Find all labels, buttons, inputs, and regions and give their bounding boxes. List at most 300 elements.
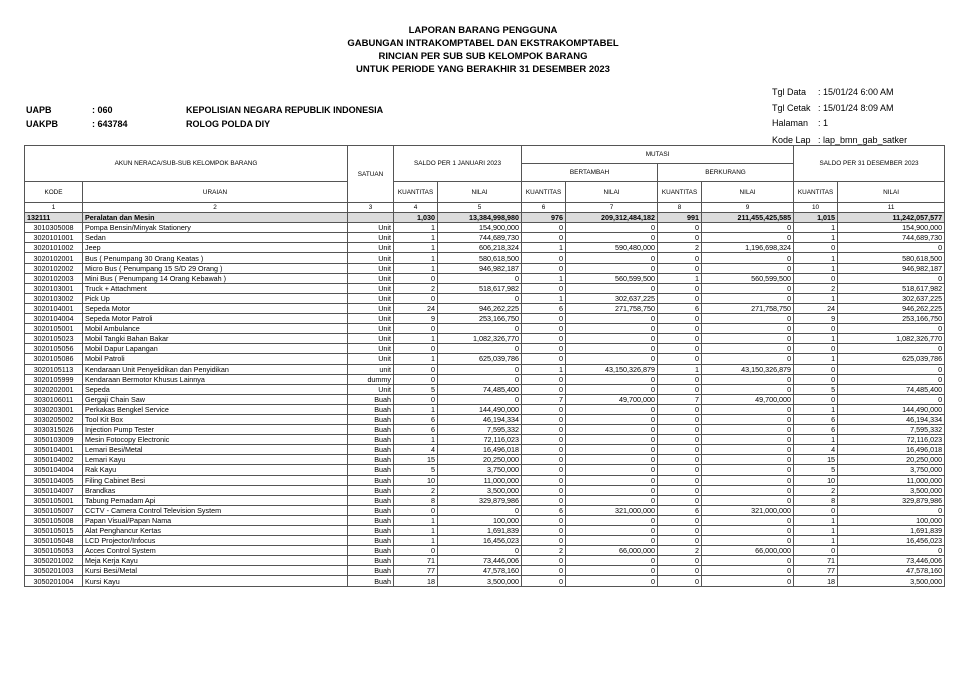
row-kuantitas-berkurang: 0 <box>658 485 702 495</box>
row-kode: 3050104005 <box>25 475 83 485</box>
column-number: 1 <box>25 203 83 213</box>
row-nilai-awal: 0 <box>438 293 522 303</box>
column-number: 2 <box>83 203 348 213</box>
row-kode: 3050104001 <box>25 445 83 455</box>
row-kuantitas-awal: 0 <box>394 324 438 334</box>
table-row <box>25 344 945 354</box>
row-kuantitas-akhir: 4 <box>794 445 838 455</box>
row-uraian: Gergaji Chain Saw <box>83 394 348 404</box>
row-satuan: Unit <box>348 303 394 313</box>
row-kuantitas-bertambah: 0 <box>522 344 566 354</box>
row-uraian: Mobil Dapur Lapangan <box>83 344 348 354</box>
row-nilai-awal: 329,879,986 <box>438 495 522 505</box>
row-kuantitas-berkurang: 0 <box>658 374 702 384</box>
row-satuan: Buah <box>348 425 394 435</box>
row-nilai-awal: 11,000,000 <box>438 475 522 485</box>
halaman-value: : 1 <box>818 118 829 128</box>
row-uraian: Injection Pump Tester <box>83 425 348 435</box>
row-kuantitas-bertambah: 0 <box>522 556 566 566</box>
row-nilai-akhir: 3,500,000 <box>838 576 945 586</box>
uakpb-name: ROLOG POLDA DIY <box>186 119 271 129</box>
row-kuantitas-akhir: 6 <box>794 414 838 424</box>
row-kuantitas-bertambah: 0 <box>522 374 566 384</box>
table-row <box>25 273 945 283</box>
row-kuantitas-berkurang: 0 <box>658 384 702 394</box>
kode-lap-value: : lap_bmn_gab_satker <box>818 135 908 145</box>
row-kuantitas-awal: 0 <box>394 273 438 283</box>
row-nilai-awal: 74,485,400 <box>438 384 522 394</box>
row-nilai-berkurang: 0 <box>702 384 794 394</box>
row-satuan: Unit <box>348 253 394 263</box>
group-kuantitas-akhir: 1,015 <box>794 213 838 223</box>
row-kuantitas-berkurang: 0 <box>658 253 702 263</box>
row-nilai-akhir: 625,039,786 <box>838 354 945 364</box>
row-kuantitas-bertambah: 0 <box>522 404 566 414</box>
row-kode: 3020105086 <box>25 354 83 364</box>
row-kuantitas-awal: 0 <box>394 546 438 556</box>
row-satuan: Buah <box>348 576 394 586</box>
row-uraian: Jeep <box>83 243 348 253</box>
row-kode: 3050104002 <box>25 455 83 465</box>
row-nilai-bertambah: 0 <box>566 344 658 354</box>
row-kuantitas-bertambah: 1 <box>522 243 566 253</box>
row-kuantitas-berkurang: 0 <box>658 475 702 485</box>
row-kuantitas-akhir: 24 <box>794 303 838 313</box>
header-kuantitas-akhir: KUANTITAS <box>794 182 838 203</box>
row-uraian: Papan Visual/Papan Nama <box>83 515 348 525</box>
table-row <box>25 505 945 515</box>
row-uraian: Truck + Attachment <box>83 283 348 293</box>
uapb-label: UAPB <box>26 105 52 115</box>
row-satuan: Buah <box>348 566 394 576</box>
row-nilai-bertambah: 0 <box>566 223 658 233</box>
row-nilai-awal: 253,166,750 <box>438 314 522 324</box>
row-kuantitas-akhir: 10 <box>794 475 838 485</box>
row-kuantitas-bertambah: 1 <box>522 293 566 303</box>
row-satuan: Unit <box>348 283 394 293</box>
row-kuantitas-akhir: 77 <box>794 566 838 576</box>
row-kuantitas-berkurang: 0 <box>658 334 702 344</box>
row-kuantitas-berkurang: 0 <box>658 526 702 536</box>
header-saldo-akhir: SALDO PER 31 DESEMBER 2023 <box>794 146 945 182</box>
row-kuantitas-akhir: 5 <box>794 384 838 394</box>
row-satuan: Buah <box>348 505 394 515</box>
row-nilai-berkurang: 0 <box>702 566 794 576</box>
row-kuantitas-berkurang: 0 <box>658 263 702 273</box>
row-kode: 3020105056 <box>25 344 83 354</box>
row-nilai-bertambah: 0 <box>566 556 658 566</box>
row-nilai-bertambah: 0 <box>566 374 658 384</box>
report-subtitle-2: RINCIAN PER SUB SUB KELOMPOK BARANG <box>378 51 588 62</box>
row-nilai-berkurang: 0 <box>702 233 794 243</box>
row-kode: 3020103001 <box>25 283 83 293</box>
row-kode: 3020101001 <box>25 233 83 243</box>
row-kuantitas-bertambah: 0 <box>522 414 566 424</box>
row-kode: 3020105999 <box>25 374 83 384</box>
row-kuantitas-bertambah: 6 <box>522 505 566 515</box>
row-kode: 3020102001 <box>25 253 83 263</box>
row-satuan: Buah <box>348 475 394 485</box>
table-row <box>25 465 945 475</box>
row-uraian: Micro Bus ( Penumpang 15 S/D 29 Orang ) <box>83 263 348 273</box>
header-kode: KODE <box>25 182 83 203</box>
table-row <box>25 404 945 414</box>
row-kuantitas-awal: 0 <box>394 505 438 515</box>
row-nilai-berkurang: 0 <box>702 435 794 445</box>
table-row <box>25 303 945 313</box>
row-kuantitas-awal: 2 <box>394 485 438 495</box>
table-row <box>25 425 945 435</box>
row-nilai-akhir: 0 <box>838 243 945 253</box>
row-nilai-akhir: 0 <box>838 324 945 334</box>
row-kuantitas-berkurang: 0 <box>658 465 702 475</box>
row-nilai-akhir: 7,595,332 <box>838 425 945 435</box>
row-kuantitas-berkurang: 0 <box>658 435 702 445</box>
row-kuantitas-awal: 1 <box>394 253 438 263</box>
row-uraian: Kursi Kayu <box>83 576 348 586</box>
table-row <box>25 475 945 485</box>
row-kuantitas-awal: 0 <box>394 394 438 404</box>
row-kuantitas-awal: 24 <box>394 303 438 313</box>
row-kuantitas-berkurang: 2 <box>658 546 702 556</box>
table-row <box>25 384 945 394</box>
row-kuantitas-berkurang: 0 <box>658 233 702 243</box>
row-kuantitas-akhir: 1 <box>794 293 838 303</box>
row-nilai-akhir: 329,879,986 <box>838 495 945 505</box>
row-kuantitas-berkurang: 2 <box>658 243 702 253</box>
row-kode: 3030203001 <box>25 404 83 414</box>
row-kuantitas-berkurang: 0 <box>658 445 702 455</box>
row-nilai-awal: 100,000 <box>438 515 522 525</box>
row-nilai-bertambah: 0 <box>566 263 658 273</box>
row-nilai-awal: 73,446,006 <box>438 556 522 566</box>
row-nilai-awal: 47,578,160 <box>438 566 522 576</box>
row-nilai-berkurang: 0 <box>702 324 794 334</box>
row-uraian: Sepeda Motor <box>83 303 348 313</box>
row-nilai-berkurang: 0 <box>702 536 794 546</box>
table-row <box>25 263 945 273</box>
row-nilai-akhir: 946,982,187 <box>838 263 945 273</box>
row-nilai-akhir: 154,900,000 <box>838 223 945 233</box>
row-kuantitas-awal: 1 <box>394 404 438 414</box>
row-kuantitas-akhir: 1 <box>794 223 838 233</box>
row-uraian: Kursi Besi/Metal <box>83 566 348 576</box>
row-nilai-awal: 3,500,000 <box>438 485 522 495</box>
row-kode: 3020102002 <box>25 263 83 273</box>
table-row <box>25 293 945 303</box>
row-nilai-berkurang: 0 <box>702 374 794 384</box>
row-nilai-berkurang: 0 <box>702 314 794 324</box>
row-kode: 3050105001 <box>25 495 83 505</box>
tgl-cetak-value: : 15/01/24 8:09 AM <box>818 103 894 113</box>
row-nilai-bertambah: 0 <box>566 253 658 263</box>
table-row <box>25 566 945 576</box>
row-kuantitas-awal: 1 <box>394 223 438 233</box>
row-nilai-bertambah: 0 <box>566 334 658 344</box>
row-kuantitas-berkurang: 0 <box>658 223 702 233</box>
row-kuantitas-awal: 1 <box>394 536 438 546</box>
row-kuantitas-akhir: 0 <box>794 374 838 384</box>
column-number: 5 <box>438 203 522 213</box>
row-satuan: Buah <box>348 495 394 505</box>
table-row <box>25 576 945 586</box>
table-row <box>25 334 945 344</box>
row-kuantitas-bertambah: 0 <box>522 314 566 324</box>
row-kuantitas-berkurang: 6 <box>658 303 702 313</box>
row-kuantitas-berkurang: 0 <box>658 314 702 324</box>
row-nilai-awal: 744,689,730 <box>438 233 522 243</box>
row-nilai-awal: 0 <box>438 546 522 556</box>
row-nilai-berkurang: 0 <box>702 293 794 303</box>
group-kode: 132111 <box>25 213 83 223</box>
row-kuantitas-akhir: 18 <box>794 576 838 586</box>
header-satuan: SATUAN <box>348 146 394 203</box>
row-nilai-berkurang: 0 <box>702 414 794 424</box>
row-kode: 3050105048 <box>25 536 83 546</box>
row-nilai-bertambah: 0 <box>566 384 658 394</box>
row-kode: 3050103009 <box>25 435 83 445</box>
row-nilai-akhir: 0 <box>838 394 945 404</box>
row-satuan: Unit <box>348 354 394 364</box>
row-nilai-akhir: 0 <box>838 344 945 354</box>
row-nilai-akhir: 144,490,000 <box>838 404 945 414</box>
row-kuantitas-berkurang: 0 <box>658 293 702 303</box>
row-satuan: Unit <box>348 233 394 243</box>
row-satuan: Buah <box>348 485 394 495</box>
halaman-label: Halaman <box>772 118 809 128</box>
row-kode: 3050105015 <box>25 526 83 536</box>
row-kuantitas-bertambah: 0 <box>522 495 566 505</box>
row-nilai-akhir: 100,000 <box>838 515 945 525</box>
row-nilai-awal: 3,500,000 <box>438 576 522 586</box>
row-nilai-berkurang: 0 <box>702 354 794 364</box>
table-row <box>25 435 945 445</box>
row-kuantitas-awal: 0 <box>394 344 438 354</box>
group-uraian: Peralatan dan Mesin <box>83 213 348 223</box>
kode-lap-label: Kode Lap <box>772 135 811 145</box>
row-kuantitas-berkurang: 0 <box>658 495 702 505</box>
row-kuantitas-bertambah: 0 <box>522 515 566 525</box>
row-kuantitas-akhir: 15 <box>794 455 838 465</box>
table-row <box>25 364 945 374</box>
row-uraian: LCD Projector/Infocus <box>83 536 348 546</box>
column-number: 11 <box>838 203 945 213</box>
row-nilai-awal: 946,262,225 <box>438 303 522 313</box>
row-nilai-awal: 16,496,018 <box>438 445 522 455</box>
row-nilai-awal: 0 <box>438 344 522 354</box>
row-kode: 3050105053 <box>25 546 83 556</box>
row-nilai-berkurang: 0 <box>702 526 794 536</box>
row-nilai-akhir: 16,456,023 <box>838 536 945 546</box>
row-kuantitas-berkurang: 0 <box>658 425 702 435</box>
row-satuan: Buah <box>348 414 394 424</box>
row-kode: 3020102003 <box>25 273 83 283</box>
row-kode: 3020104001 <box>25 303 83 313</box>
row-nilai-awal: 72,116,023 <box>438 435 522 445</box>
row-kuantitas-awal: 1 <box>394 435 438 445</box>
row-nilai-bertambah: 0 <box>566 445 658 455</box>
row-kuantitas-bertambah: 0 <box>522 223 566 233</box>
row-nilai-bertambah: 43,150,326,879 <box>566 364 658 374</box>
row-kuantitas-awal: 71 <box>394 556 438 566</box>
row-kuantitas-akhir: 1 <box>794 435 838 445</box>
row-nilai-bertambah: 0 <box>566 283 658 293</box>
row-nilai-bertambah: 302,637,225 <box>566 293 658 303</box>
row-uraian: CCTV - Camera Control Television System <box>83 505 348 515</box>
table-row <box>25 414 945 424</box>
row-satuan: Unit <box>348 344 394 354</box>
row-kuantitas-awal: 1 <box>394 243 438 253</box>
row-kuantitas-bertambah: 0 <box>522 384 566 394</box>
row-nilai-awal: 20,250,000 <box>438 455 522 465</box>
row-kuantitas-bertambah: 0 <box>522 455 566 465</box>
row-kode: 3050104007 <box>25 485 83 495</box>
row-nilai-akhir: 0 <box>838 546 945 556</box>
row-nilai-berkurang: 0 <box>702 576 794 586</box>
table-row <box>25 324 945 334</box>
row-uraian: Sepeda Motor Patroli <box>83 314 348 324</box>
group-nilai-awal: 13,384,998,980 <box>438 213 522 223</box>
row-nilai-awal: 0 <box>438 394 522 404</box>
row-kuantitas-awal: 8 <box>394 495 438 505</box>
row-kuantitas-bertambah: 0 <box>522 435 566 445</box>
row-nilai-bertambah: 0 <box>566 495 658 505</box>
row-kode: 3020202001 <box>25 384 83 394</box>
row-uraian: Sepeda <box>83 384 348 394</box>
row-kode: 3020105001 <box>25 324 83 334</box>
table-row <box>25 253 945 263</box>
row-kuantitas-bertambah: 0 <box>522 425 566 435</box>
row-uraian: Acces Control System <box>83 546 348 556</box>
column-number: 3 <box>348 203 394 213</box>
row-nilai-bertambah: 590,480,000 <box>566 243 658 253</box>
row-kode: 3020103002 <box>25 293 83 303</box>
row-nilai-akhir: 74,485,400 <box>838 384 945 394</box>
row-kuantitas-awal: 9 <box>394 314 438 324</box>
table-row <box>25 354 945 364</box>
row-kuantitas-bertambah: 0 <box>522 485 566 495</box>
row-kuantitas-berkurang: 0 <box>658 414 702 424</box>
row-kuantitas-awal: 1 <box>394 263 438 273</box>
row-kuantitas-bertambah: 0 <box>522 526 566 536</box>
row-kuantitas-akhir: 1 <box>794 526 838 536</box>
row-uraian: Pick Up <box>83 293 348 303</box>
row-uraian: Kendaraan Unit Penyelidikan dan Penyidikan <box>83 364 348 374</box>
row-kuantitas-bertambah: 0 <box>522 576 566 586</box>
row-kuantitas-awal: 10 <box>394 475 438 485</box>
header-bertambah: BERTAMBAH <box>522 164 658 182</box>
group-kuantitas-bertambah: 976 <box>522 213 566 223</box>
header-kuantitas-berkurang: KUANTITAS <box>658 182 702 203</box>
row-kuantitas-awal: 1 <box>394 354 438 364</box>
row-nilai-akhir: 46,194,334 <box>838 414 945 424</box>
row-kuantitas-akhir: 0 <box>794 243 838 253</box>
row-nilai-berkurang: 0 <box>702 465 794 475</box>
row-kuantitas-berkurang: 6 <box>658 505 702 515</box>
header-nilai-bertambah: NILAI <box>566 182 658 203</box>
row-nilai-bertambah: 0 <box>566 435 658 445</box>
row-kuantitas-bertambah: 0 <box>522 445 566 455</box>
row-nilai-awal: 1,691,839 <box>438 526 522 536</box>
row-nilai-awal: 0 <box>438 505 522 515</box>
row-nilai-awal: 144,490,000 <box>438 404 522 414</box>
row-kuantitas-akhir: 5 <box>794 465 838 475</box>
row-kode: 3030205002 <box>25 414 83 424</box>
row-uraian: Bus ( Penumpang 30 Orang Keatas ) <box>83 253 348 263</box>
row-kuantitas-akhir: 9 <box>794 314 838 324</box>
row-nilai-bertambah: 0 <box>566 465 658 475</box>
row-nilai-akhir: 47,578,160 <box>838 566 945 576</box>
row-nilai-bertambah: 49,700,000 <box>566 394 658 404</box>
row-kuantitas-bertambah: 7 <box>522 394 566 404</box>
row-nilai-akhir: 744,689,730 <box>838 233 945 243</box>
row-uraian: Tabung Pemadam Api <box>83 495 348 505</box>
report-subtitle-1: GABUNGAN INTRAKOMPTABEL DAN EKSTRAKOMPTABEL <box>347 38 619 49</box>
column-number: 9 <box>702 203 794 213</box>
row-satuan: Buah <box>348 435 394 445</box>
row-nilai-berkurang: 271,758,750 <box>702 303 794 313</box>
row-kuantitas-akhir: 1 <box>794 404 838 414</box>
row-nilai-bertambah: 0 <box>566 354 658 364</box>
row-nilai-akhir: 20,250,000 <box>838 455 945 465</box>
header-nilai-akhir: NILAI <box>838 182 945 203</box>
row-uraian: Mobil Patroli <box>83 354 348 364</box>
group-satuan <box>348 213 394 223</box>
row-kuantitas-akhir: 0 <box>794 394 838 404</box>
row-nilai-awal: 0 <box>438 273 522 283</box>
row-kuantitas-bertambah: 0 <box>522 233 566 243</box>
row-nilai-akhir: 3,500,000 <box>838 485 945 495</box>
row-kuantitas-akhir: 1 <box>794 233 838 243</box>
row-satuan: unit <box>348 364 394 374</box>
row-kuantitas-akhir: 71 <box>794 556 838 566</box>
inventory-table <box>24 145 945 587</box>
row-kode: 3020105023 <box>25 334 83 344</box>
table-row <box>25 536 945 546</box>
row-kuantitas-awal: 1 <box>394 526 438 536</box>
row-kuantitas-bertambah: 0 <box>522 324 566 334</box>
row-uraian: Tool Kit Box <box>83 414 348 424</box>
row-kode: 3020104004 <box>25 314 83 324</box>
table-row <box>25 495 945 505</box>
row-nilai-awal: 0 <box>438 374 522 384</box>
row-kuantitas-akhir: 0 <box>794 505 838 515</box>
row-satuan: Unit <box>348 324 394 334</box>
row-uraian: Mobil Tangki Bahan Bakar <box>83 334 348 344</box>
row-kuantitas-akhir: 8 <box>794 495 838 505</box>
row-kuantitas-berkurang: 0 <box>658 536 702 546</box>
row-kode: 3050104004 <box>25 465 83 475</box>
row-kode: 3020101002 <box>25 243 83 253</box>
row-uraian: Meja Kerja Kayu <box>83 556 348 566</box>
row-kuantitas-awal: 0 <box>394 293 438 303</box>
row-satuan: Buah <box>348 526 394 536</box>
row-nilai-berkurang: 0 <box>702 283 794 293</box>
row-nilai-awal: 16,456,023 <box>438 536 522 546</box>
row-satuan: Buah <box>348 445 394 455</box>
row-nilai-awal: 7,595,332 <box>438 425 522 435</box>
group-nilai-bertambah: 209,312,484,182 <box>566 213 658 223</box>
row-kode: 3050105008 <box>25 515 83 525</box>
row-kode: 3030315026 <box>25 425 83 435</box>
row-nilai-berkurang: 0 <box>702 556 794 566</box>
row-nilai-berkurang: 0 <box>702 495 794 505</box>
row-kuantitas-berkurang: 7 <box>658 394 702 404</box>
row-uraian: Pompa Bensin/Minyak Stationery <box>83 223 348 233</box>
row-nilai-awal: 3,750,000 <box>438 465 522 475</box>
row-nilai-bertambah: 0 <box>566 233 658 243</box>
row-uraian: Lemari Besi/Metal <box>83 445 348 455</box>
